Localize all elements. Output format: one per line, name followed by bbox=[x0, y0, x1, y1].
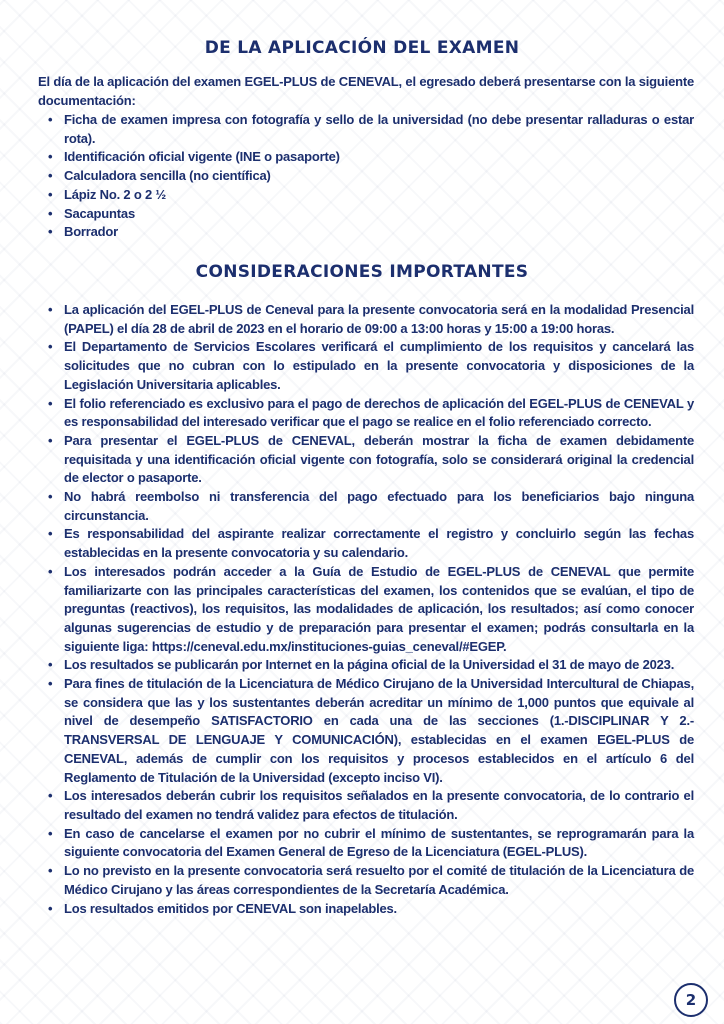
bullet-icon: • bbox=[48, 489, 53, 505]
list-item: • Los interesados podrán acceder a la Guía de Estudio de EGEL-PLUS de CENEVAL que permite familiarizarte con las principales características del examen, los contenidos que se evalúan, el tipo de preguntas (reactivos), los requisitos, las modalidades de aplicación, los resultados; así como conocer algunas sugerencias de estudio y de preparación para presentar el examen; podrás consultarla en la siguiente liga: https://ceneval.edu.mx/instituciones-guias_ceneval/#EGEP. bbox=[48, 563, 694, 654]
application-intro-paragraph: El día de la aplicación del examen EGEL-PLUS de CENEVAL, el egresado deberá presentarse con la siguiente documentación: bbox=[38, 74, 694, 108]
list-item: • El Departamento de Servicios Escolares verificará el cumplimiento de los requisitos y cancelará las solicitudes que no cubran con lo estipulado en la presente convocatoria y disposiciones de la Legislación Universitaria aplicables. bbox=[48, 339, 694, 392]
bullet-icon: • bbox=[48, 302, 53, 317]
bullet-icon: • bbox=[48, 224, 53, 240]
list-item: • Los interesados deberán cubrir los requisitos señalados en la presente convocatoria, de lo contrario el resultado del examen no tendrá validez para efectos de titulación. bbox=[48, 788, 694, 822]
list-item: • Para presentar el EGEL-PLUS de CENEVAL, deberán mostrar la ficha de examen debidamente requisitada y una identificación oficial vigente con fotografía, solo se considerará original la credencial de elector o pasaporte. bbox=[48, 432, 694, 486]
list-item: • Calculadora sencilla (no científica) bbox=[38, 167, 694, 186]
bullet-icon: • bbox=[48, 788, 53, 804]
bullet-icon: • bbox=[48, 863, 53, 879]
bullet-icon: • bbox=[48, 825, 53, 841]
list-item: • No habrá reembolso ni transferencia del pago efectuado para los beneficiarios bajo ninguna circunstancia. bbox=[48, 489, 694, 523]
page-number-badge: 2 bbox=[674, 983, 708, 1017]
bullet-icon: • bbox=[48, 395, 53, 411]
bullet-icon: • bbox=[48, 112, 53, 127]
section-title-application: DE LA APLICACIÓN DEL EXAMEN bbox=[204, 38, 520, 58]
list-item: • La aplicación del EGEL-PLUS de Ceneval para la presente convocatoria será en la modalidad Presencial (PAPEL) el día 28 de abril de 2023 en el horario de 09:00 a 13:00 horas y 15:00 a 19:00 horas. bbox=[48, 302, 694, 336]
bullet-icon: • bbox=[48, 205, 53, 221]
section-title-considerations: CONSIDERACIONES IMPORTANTES bbox=[195, 262, 529, 282]
bullet-icon: • bbox=[48, 149, 53, 165]
list-item: • Borrador bbox=[38, 223, 694, 242]
list-item: • Sacapuntas bbox=[38, 205, 694, 224]
list-item: • Los resultados se publicarán por Internet en la página oficial de la Universidad el 31 de mayo de 2023. bbox=[38, 656, 694, 675]
bullet-icon: • bbox=[48, 526, 53, 542]
list-item: • Lo no previsto en la presente convocatoria será resuelto por el comité de titulación de la Licenciatura de Médico Cirujano y las áreas correspondientes de la Secretaría Académica. bbox=[48, 863, 694, 897]
bullet-icon: • bbox=[48, 186, 53, 202]
bullet-icon: • bbox=[48, 676, 53, 692]
list-item: • El folio referenciado es exclusivo para el pago de derechos de aplicación del EGEL-PLUS de CENEVAL y es responsabilidad del interesado verificar que el pago se realice en el folio referenciado correcto. bbox=[48, 395, 694, 430]
bullet-icon: • bbox=[48, 657, 53, 673]
list-item: • Es responsabilidad del aspirante realizar correctamente el registro y concluirlo según las fechas establecidas en la presente convocatoria y su calendario. bbox=[48, 526, 694, 561]
bullet-icon: • bbox=[48, 432, 53, 448]
bullet-icon: • bbox=[48, 900, 53, 916]
required-documents-list bbox=[38, 111, 694, 242]
list-item: • Lápiz No. 2 o 2 ½ bbox=[38, 186, 694, 205]
list-item: • Ficha de examen impresa con fotografía y sello de la universidad (no debe presentar ralladuras o estar rota). bbox=[48, 112, 694, 146]
bullet-icon: • bbox=[48, 563, 53, 579]
bullet-icon: • bbox=[48, 168, 53, 184]
list-item: • En caso de cancelarse el examen por no cubrir el mínimo de sustentantes, se reprogramarán para la siguiente convocatoria del Examen General de Egreso de la Licenciatura (EGEL-PLUS). bbox=[48, 825, 694, 860]
bullet-icon: • bbox=[48, 339, 53, 355]
list-item: • Los resultados emitidos por CENEVAL son inapelables. bbox=[38, 900, 694, 919]
list-item: • Identificación oficial vigente (INE o pasaporte) bbox=[38, 148, 694, 167]
considerations-list bbox=[38, 301, 694, 918]
list-item: • Para fines de titulación de la Licenciatura de Médico Cirujano de la Universidad Intercultural de Chiapas, se considera que las y los sustentantes deberán acreditar un mínimo de 1,000 puntos que equivale al nivel de desempeño SATISFACTORIO en cada una de las secciones (1.-DISCIPLINAR Y 2.- TRANSVERSAL DE LENGUAJE Y COMUNICACIÓN), establecidas en el examen EGEL-PLUS de CENEVAL, además de cumplir con los requisitos y procesos establecidos en el artículo 6 del Reglamento de Titulación de la Universidad (excepto inciso VI). bbox=[48, 676, 694, 785]
